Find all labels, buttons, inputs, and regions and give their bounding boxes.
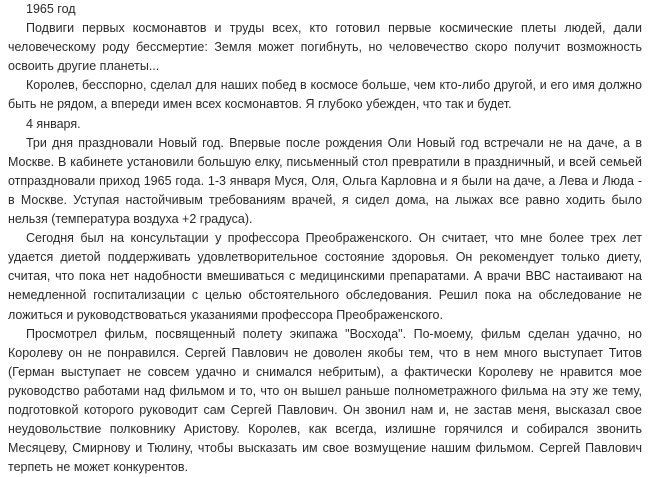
paragraph-cosmonaut-feats: Подвиги первых космонавтов и труды всех, кто готовил первые космические плеты людей, дали человеческому роду бессмертие: Земля может погибнуть, но человечество скоро получит возможность освоить другие планеты... (8, 21, 642, 74)
paragraph-korolev-merits: Королев, бесспорно, сделал для наших побед в космосе больше, чем кто-либо другой, и его имя должно быть не рядом, а впереди имен всех космонавтов. Я глубоко убежден, что так и будет. (8, 78, 642, 112)
paragraph-new-year: Три дня праздновали Новый год. Впервые после рождения Оли Новый год встречали не на даче, а в Москве. В кабинете установили большую елку, письменный стол превратили в праздничный, и всей семьей отпраздновали приход 1965 года. 1-3 января Муся, Оля, Ольга Карловна и я были на даче, а Лева и Люда - в Москве. Уступая настойчивым требованиям врачей, я сидел дома, на лыжах все равно ходить было нельзя (температура воздуха +2 градуса). (8, 135, 642, 227)
date-heading-jan-4: 4 января. (26, 116, 81, 131)
paragraph-film: Просмотрел фильм, посвященный полету экипажа "Восхода". По-моему, фильм сделан удачно, но Королеву он не понравился. Сергей Павлович не доволен якобы тем, что в нем много выступает Титов (Герман выступает не совсем удачно и снимался небритым), а фактически Королеву не нравится мое руководство работами над фильмом и то, что он вышел раньше полнометражного фильма на эту же тему, подготовкой которого руководит сам Сергей Павлович. Он звонил нам и, не застав меня, высказал свое неудовольствие полковнику Аристову. Королев, как всегда, излишне горячился и собирался звонить Месяцеву, Смирнову и Тюлину, чтобы высказать им свое возмущение нашим фильмом. Сергей Павлович терпеть не может конкурентов. (8, 326, 642, 475)
paragraph-consultation: Сегодня был на консультации у профессора Преображенского. Он считает, что мне более трех лет удается диетой поддерживать удовлетворительное состояние здоровья. Он рекомендует только диету, считая, что пока нет надобности вмешиваться с медицинскими препаратами. А врачи ВВС настаивают на немедленной госпитализации с целью обстоятельного обследования. Решил пока на обследование не ложиться и руководствоваться указаниями профессора Преображенского. (8, 231, 642, 322)
year-heading: 1965 год (26, 2, 76, 16)
